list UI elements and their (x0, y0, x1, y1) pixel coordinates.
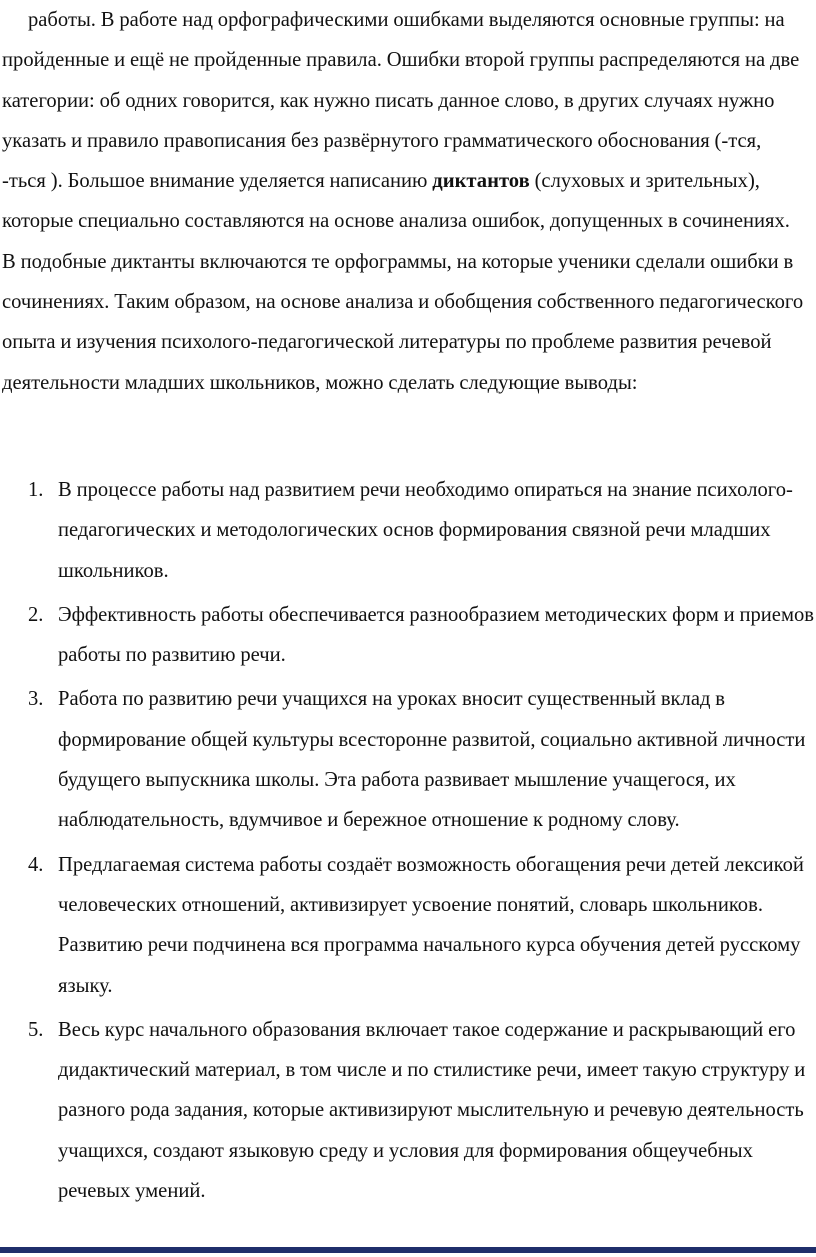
list-item-text: Предлагаемая система работы создаёт возможность обогащения речи детей лексикой человеческих отношений, активизирует усвоение понятий, словарь школьников. Развитию речи подчинена вся программа начального курса обучения детей русскому языку. (58, 853, 804, 997)
list-item-number: 1. (28, 479, 44, 501)
list-item-text: Работа по развитию речи учащихся на уроках вносит существенный вклад в формирование общей культуры всесторонне развитой, социально активной личности будущего выпускника школы. Эта работа развивает мышление учащегося, их наблюдательность, вдумчивое и бережное отношение к родному слову. (58, 688, 806, 832)
body-paragraph (2, 0, 808, 403)
list-item-text: Весь курс начального образования включает такое содержание и раскрывающий его дидактический материал, в том числе и по стилистике речи, имеет такую структуру и разного рода задания, которые активизируют мыслительную и речевую деятельность учащихся, создают языковую среду и условия для формирования общеучебных речевых умений. (58, 1018, 806, 1203)
bold-term-dictations: диктантов (432, 170, 530, 193)
list-item (0, 679, 816, 840)
bottom-divider (0, 1247, 816, 1253)
list-item-number: 5. (28, 1018, 44, 1041)
list-item-text: В процессе работы над развитием речи необходимо опираться на знание психолого-педагогических и методологических основ формирования связной речи младших школьников. (58, 479, 793, 582)
paragraph-text-end: (слуховых и зрительных), которые специально составляются на основе анализа ошибок, допущенных в сочинениях. В подобные диктанты включаются те орфограммы, на которые ученики сделали ошибки в сочинениях. Таким образом, на основе анализа и обобщения собственного педагогического опыта и изучения психолого-педагогической литературы по проблеме развития речевой деятельности младших школьников, можно сделать следующие выводы: (2, 170, 804, 394)
list-item (0, 470, 816, 591)
list-item (0, 845, 816, 1006)
list-item-number: 2. (28, 603, 44, 626)
paragraph-text-start: работы. В работе над орфографическими ошибками выделяются основные группы: на пройденные и ещё не пройденные правила. Ошибки второй группы распределяются на две категории: об одних говорится, как нужно писать данное слово, в других случаях нужно указать и правило правописания без развёрнутого грамматического обоснования (-тся, -ться ). Большое внимание уделяется написанию (2, 9, 800, 193)
conclusions-list (0, 470, 816, 1215)
list-item (0, 595, 816, 676)
list-item-text: Эффективность работы обеспечивается разнообразием методических форм и приемов работы по развитию речи. (58, 603, 814, 667)
list-item-number: 4. (28, 853, 44, 876)
list-item (0, 1010, 816, 1211)
list-item-number: 3. (28, 688, 44, 711)
